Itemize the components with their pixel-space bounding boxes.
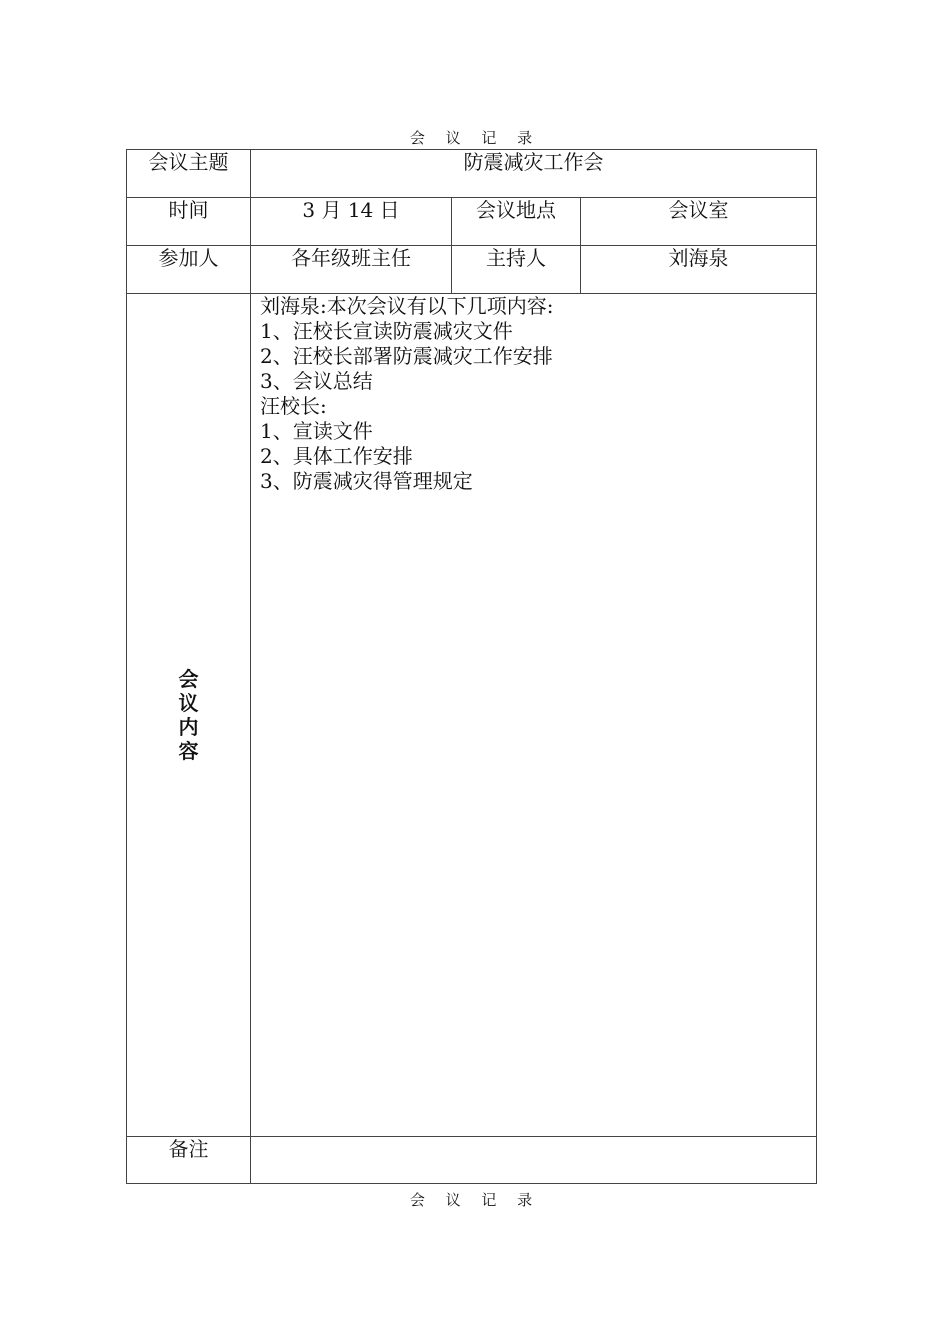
content-line: 3、会议总结 [260, 369, 373, 393]
subject-value-cell [251, 150, 817, 198]
content-label-char: 内 [178, 715, 199, 739]
content-line: 1、宣读文件 [260, 419, 373, 443]
document-header-title: 会 议 记 录 [409, 129, 541, 147]
subject-value: 防震减灾工作会 [463, 150, 604, 174]
content-label-cell [127, 294, 251, 1137]
location-label-cell [452, 198, 581, 246]
content-label-char: 议 [178, 691, 199, 715]
time-label: 时间 [168, 198, 209, 222]
remark-label: 备注 [168, 1137, 209, 1161]
location-label: 会议地点 [476, 198, 556, 222]
meeting-record-table [126, 149, 817, 1184]
remark-row [127, 1137, 817, 1184]
host-label-cell [452, 246, 581, 294]
attendees-value: 各年级班主任 [291, 246, 411, 270]
host-value-cell [581, 246, 817, 294]
content-line: 汪校长: [260, 394, 327, 418]
content-line: 2、汪校长部署防震减灾工作安排 [260, 344, 553, 368]
content-line: 2、具体工作安排 [260, 444, 413, 468]
subject-label: 会议主题 [148, 150, 229, 174]
content-label-char: 容 [178, 739, 199, 763]
subject-label-cell [127, 150, 251, 198]
location-value: 会议室 [668, 198, 729, 222]
time-label-cell [127, 198, 251, 246]
content-body-cell [251, 294, 817, 1137]
attendees-label: 参加人 [158, 246, 219, 270]
content-line: 3、防震减灾得管理规定 [260, 469, 473, 493]
subject-row [127, 150, 817, 198]
remark-value-cell [251, 1137, 817, 1184]
time-row [127, 198, 817, 246]
host-label: 主持人 [486, 246, 546, 270]
content-line: 刘海泉:本次会议有以下几项内容: [260, 294, 554, 318]
document-footer-title: 会 议 记 录 [409, 1191, 541, 1209]
content-line: 1、汪校长宣读防震减灾文件 [260, 319, 513, 343]
attendees-label-cell [127, 246, 251, 294]
attendees-row [127, 246, 817, 294]
host-value: 刘海泉 [668, 246, 729, 270]
time-value: 3 月 14 日 [302, 198, 400, 222]
remark-label-cell [127, 1137, 251, 1184]
attendees-value-cell [251, 246, 452, 294]
time-value-cell [251, 198, 452, 246]
location-value-cell [581, 198, 817, 246]
content-row [127, 294, 817, 1137]
content-label-char: 会 [178, 667, 199, 691]
